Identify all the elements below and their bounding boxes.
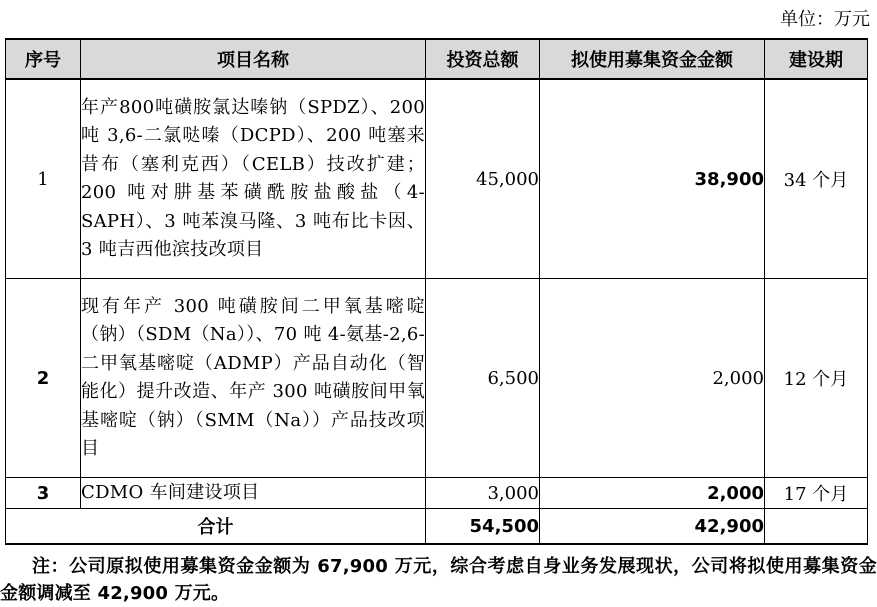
- footnote: 注：公司原拟使用募集资金金额为 67,900 万元，综合考虑自身业务发展现状，公司将拟使用募集资金金额调减至 42,900 万元。: [0, 556, 877, 604]
- header-total-investment: 投资总额: [426, 39, 540, 79]
- row-total-investment: 6,500: [426, 279, 540, 478]
- total-label: 合计: [6, 509, 426, 545]
- header-proposed-raised-funds: 拟使用募集资金金额: [540, 39, 765, 79]
- total-row: [6, 509, 868, 545]
- total-proposed-raised-funds-sum: 42,900: [540, 509, 765, 545]
- fundraising-projects-table: [5, 38, 868, 545]
- row-proposed-raised-funds: 2,000: [540, 478, 765, 509]
- row-proposed-raised-funds: 2,000: [540, 279, 765, 478]
- row-project-name: CDMO 车间建设项目: [81, 478, 426, 509]
- table-row: [6, 279, 868, 478]
- header-construction-period: 建设期: [765, 39, 868, 79]
- row-total-investment: 3,000: [426, 478, 540, 509]
- row-construction-period: 12 个月: [765, 279, 868, 478]
- row-seq: 3: [6, 478, 81, 509]
- table-row: [6, 478, 868, 509]
- row-total-investment: 45,000: [426, 79, 540, 279]
- unit-label: 单位：万元: [780, 9, 870, 30]
- row-project-name: 现有年产 300 吨磺胺间二甲氧基嘧啶（钠）（SDM（Na））、70 吨 4-氨基-2,6-二甲氧基嘧啶（ADMP）产品自动化（智能化）提升改造、年产 300 吨磺胺间甲氧基嘧啶（钠）（SMM（Na））产品技改项目: [81, 279, 426, 478]
- table-header-row: [6, 39, 868, 79]
- table-row: [6, 79, 868, 279]
- total-investment-sum: 54,500: [426, 509, 540, 545]
- row-seq: 1: [6, 79, 81, 279]
- row-construction-period: 34 个月: [765, 79, 868, 279]
- row-project-name: 年产800吨磺胺氯达嗪钠（SPDZ）、200 吨 3,6-二氯哒嗪（DCPD）、200 吨塞来昔布（塞利克西）（CELB）技改扩建；200 吨对肼基苯磺酰胺盐酸盐（4-SAPH）、3 吨苯溴马隆、3 吨布比卡因、3 吨吉西他滨技改项目: [81, 79, 426, 279]
- header-project-name: 项目名称: [81, 39, 426, 79]
- header-seq: 序号: [6, 39, 81, 79]
- total-construction-period: [765, 509, 868, 545]
- row-proposed-raised-funds: 38,900: [540, 79, 765, 279]
- row-construction-period: 17 个月: [765, 478, 868, 509]
- row-seq: 2: [6, 279, 81, 478]
